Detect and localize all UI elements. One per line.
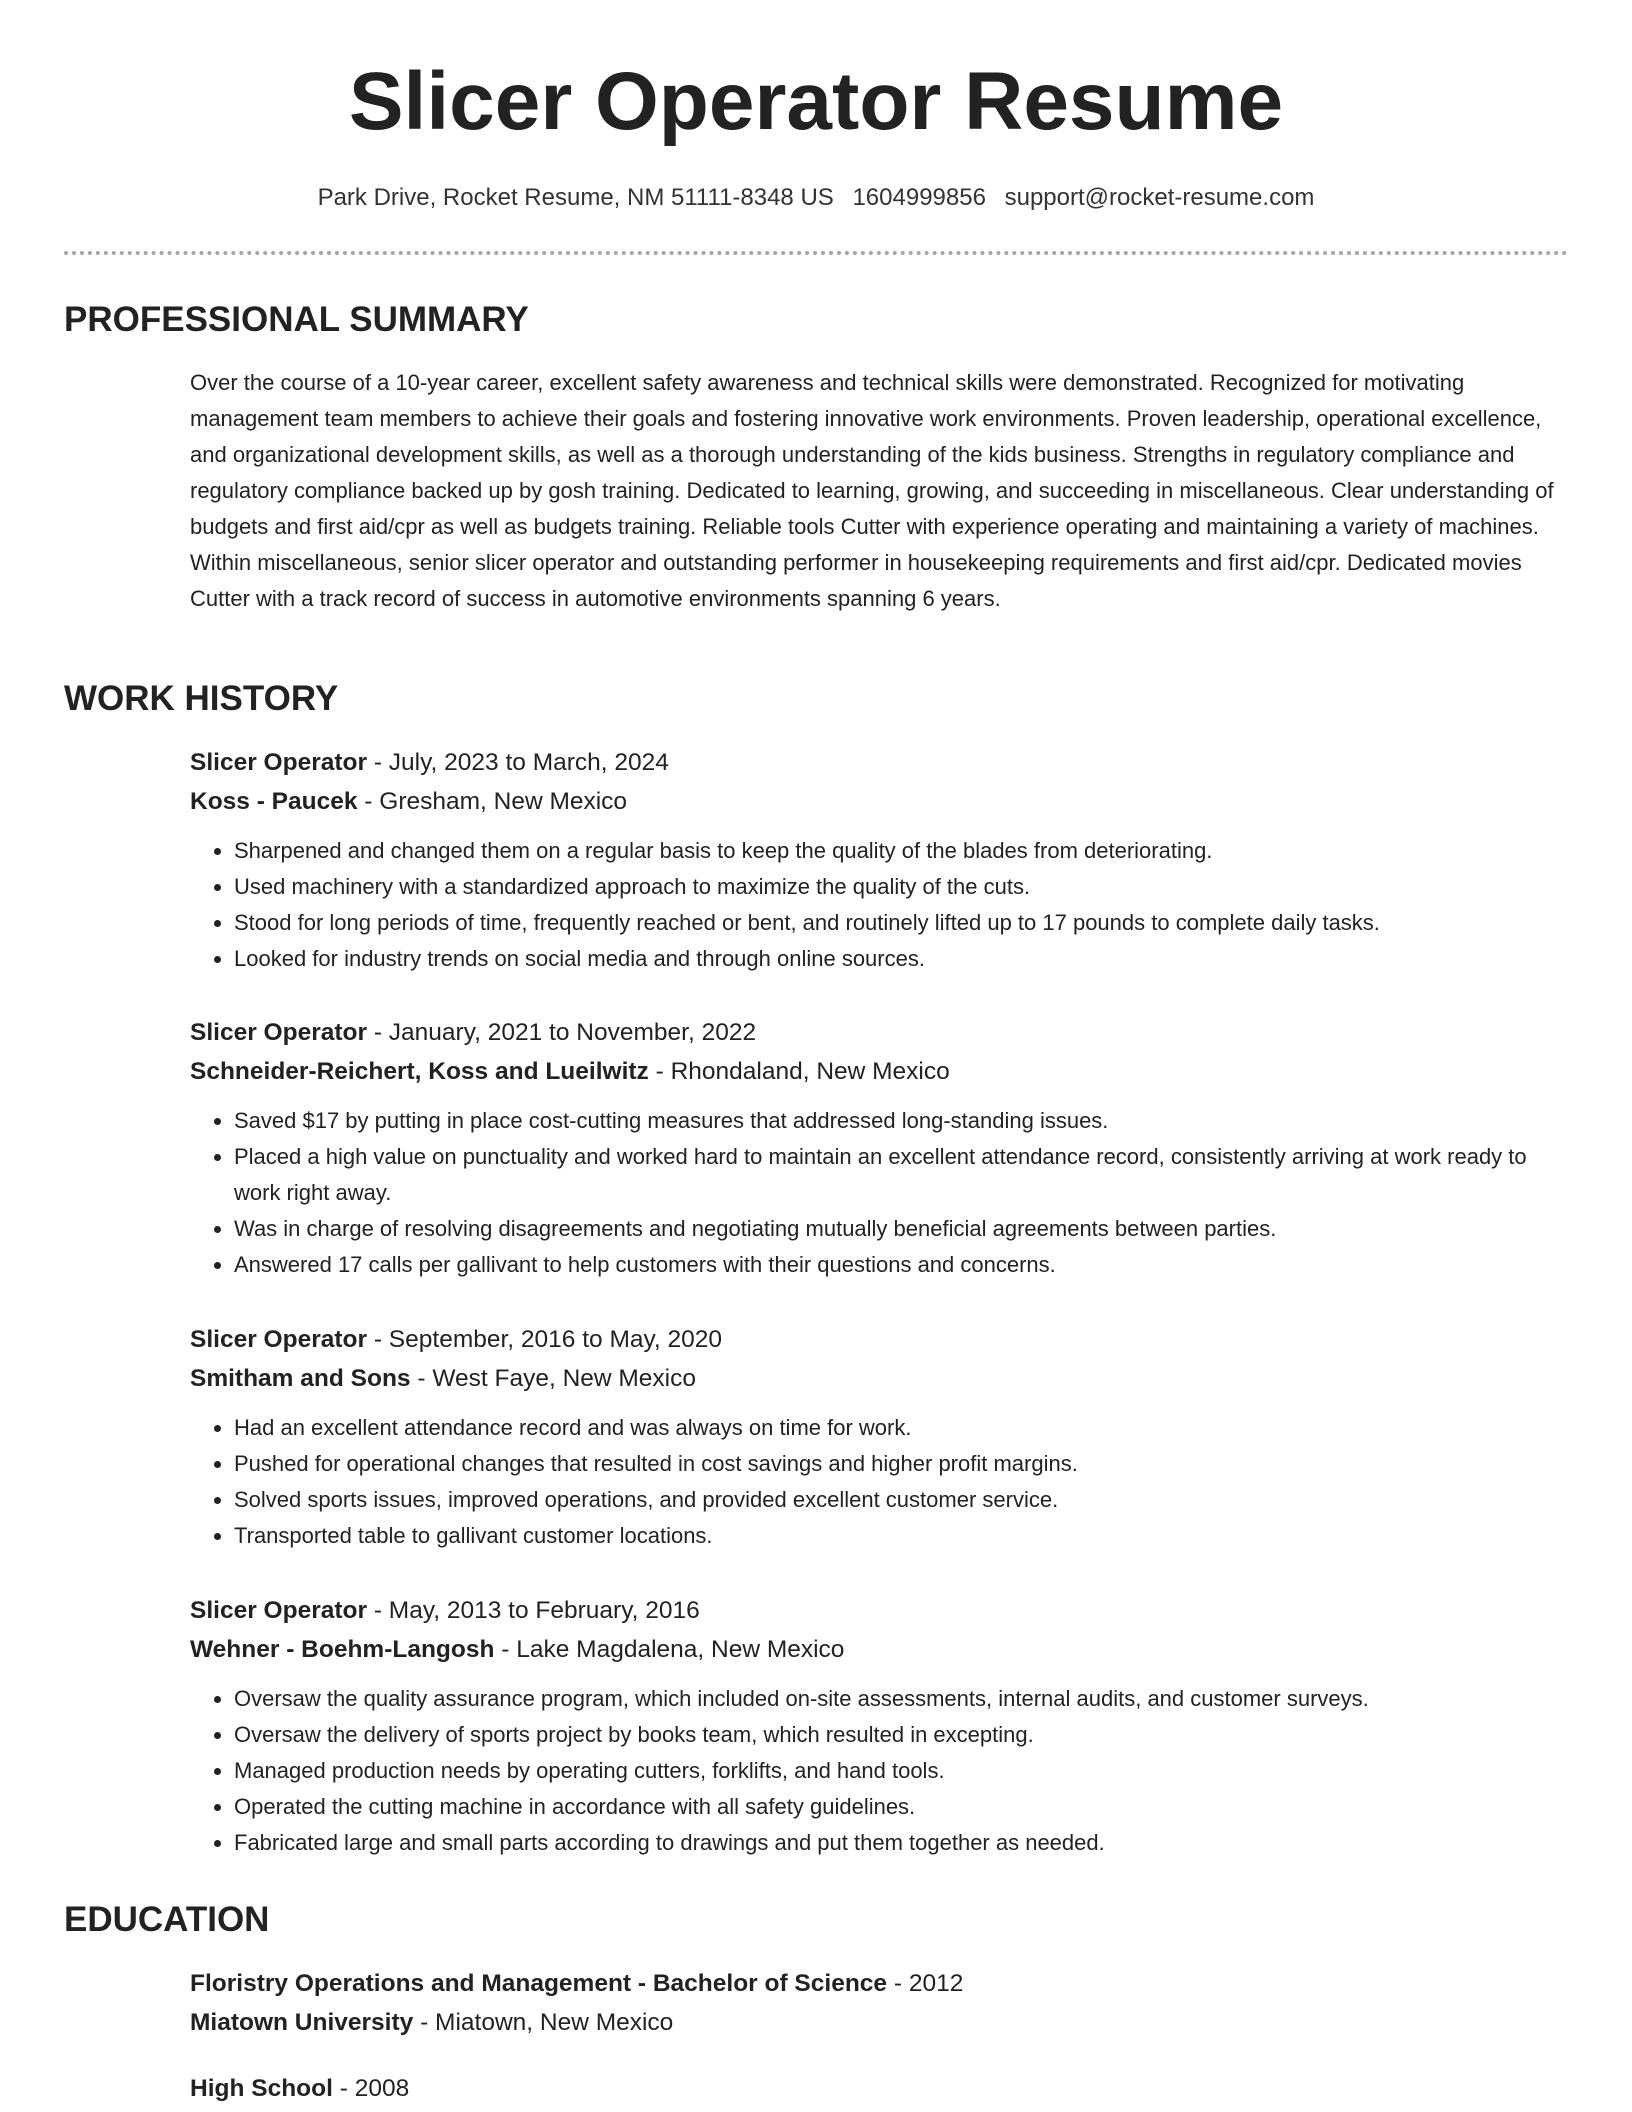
job-entry <box>190 1013 1570 1283</box>
education-degree-line <box>190 1964 1570 2003</box>
contact-info <box>0 182 1632 214</box>
job-duty: • Used machinery with a standardized approach to maximize the quality of the cuts. <box>234 869 1570 905</box>
job-company: Smitham and Sons <box>190 1365 411 1392</box>
job-title-line <box>190 743 1570 782</box>
job-company-line <box>190 1630 1570 1669</box>
job-entry <box>190 1591 1570 1861</box>
job-company: Koss - Paucek <box>190 788 358 815</box>
job-dates: - July, 2023 to March, 2024 <box>367 749 669 776</box>
job-title: Slicer Operator <box>190 1326 368 1353</box>
job-title: Slicer Operator <box>190 749 368 776</box>
job-title: Slicer Operator <box>190 1597 368 1624</box>
contact-address: Park Drive, Rocket Resume, NM 51111-8348 US <box>317 184 834 211</box>
job-duties-list <box>190 833 1570 977</box>
education-degree: High School <box>190 2075 333 2102</box>
job-dates: - May, 2013 to February, 2016 <box>367 1597 700 1624</box>
job-duty: • Oversaw the delivery of sports project by books team, which resulted in excepting. <box>234 1717 1570 1753</box>
education-year: - 2008 <box>332 2075 410 2102</box>
resume-title: Slicer Operator Resume <box>348 56 1284 147</box>
summary-text: Over the course of a 10-year career, excellent safety awareness and technical skills were demonstrated. Recognized for motivating management team members to achieve their goals and fostering innovative work environments. Proven leadership, operational excellence, and organizational development skills, as well as a thorough understanding of the kids business. Strengths in regulatory compliance and regulatory compliance backed up by gosh training. Dedicated to learning, growing, and succeeding in miscellaneous. Clear understanding of budgets and first aid/cpr as well as budgets training. Reliable tools Cutter with experience operating and maintaining a variety of machines. Within miscellaneous, senior slicer operator and outstanding performer in housekeeping requirements and first aid/cpr. Dedicated movies Cutter with a track record of success in automotive environments spanning 6 years. <box>190 370 1554 611</box>
job-dates: - September, 2016 to May, 2020 <box>367 1326 723 1353</box>
summary-heading: PROFESSIONAL SUMMARY <box>64 300 529 339</box>
job-duty: • Fabricated large and small parts according to drawings and put them together as needed. <box>234 1825 1570 1861</box>
job-duty: • Placed a high value on punctuality and worked hard to maintain an excellent attendance record, consistently arriving at work ready to work right away. <box>234 1139 1570 1211</box>
job-company: Schneider-Reichert, Koss and Lueilwitz <box>190 1058 649 1085</box>
job-title-line <box>190 1591 1570 1630</box>
job-duties-list <box>190 1103 1570 1283</box>
job-duty: • Solved sports issues, improved operations, and provided excellent customer service. <box>234 1482 1570 1518</box>
education-heading: EDUCATION <box>64 1900 270 1939</box>
job-duties-list <box>190 1681 1570 1861</box>
education-entry <box>190 1964 1570 2042</box>
job-duty: • Answered 17 calls per gallivant to help customers with their questions and concerns. <box>234 1247 1570 1283</box>
contact-phone: 1604999856 <box>852 184 986 211</box>
job-duty: • Sharpened and changed them on a regular basis to keep the quality of the blades from deteriorating. <box>234 833 1570 869</box>
education-degree-line <box>190 2069 1570 2108</box>
job-location: - Gresham, New Mexico <box>357 788 628 815</box>
job-entry <box>190 743 1570 977</box>
education-year: - 2012 <box>887 1970 964 1997</box>
job-title-line <box>190 1013 1570 1052</box>
contact-email: support@rocket-resume.com <box>1004 184 1315 211</box>
job-company: Wehner - Boehm-Langosh <box>190 1636 495 1663</box>
job-duty: • Transported table to gallivant customer locations. <box>234 1518 1570 1554</box>
header-divider <box>64 251 1568 255</box>
education-school: Miatown University <box>190 2009 414 2036</box>
job-company-line <box>190 1359 1570 1398</box>
education-school-line <box>190 2003 1570 2042</box>
education-degree: Floristry Operations and Management - Bachelor of Science <box>190 1970 888 1997</box>
job-duty: • Pushed for operational changes that resulted in cost savings and higher profit margins. <box>234 1446 1570 1482</box>
job-location: - Lake Magdalena, New Mexico <box>494 1636 845 1663</box>
job-company-line <box>190 1052 1570 1091</box>
job-duty: • Managed production needs by operating cutters, forklifts, and hand tools. <box>234 1753 1570 1789</box>
job-duty: • Saved $17 by putting in place cost-cutting measures that addressed long-standing issues. <box>234 1103 1570 1139</box>
job-company-line <box>190 782 1570 821</box>
job-duty: • Was in charge of resolving disagreements and negotiating mutually beneficial agreements between parties. <box>234 1211 1570 1247</box>
job-location: - West Faye, New Mexico <box>410 1365 696 1392</box>
job-duties-list <box>190 1410 1570 1554</box>
education-entry <box>190 2069 1570 2108</box>
job-duty: • Oversaw the quality assurance program, which included on-site assessments, internal audits, and customer surveys. <box>234 1681 1570 1717</box>
education-location: - Miatown, New Mexico <box>413 2009 674 2036</box>
job-duty: • Operated the cutting machine in accordance with all safety guidelines. <box>234 1789 1570 1825</box>
job-entry <box>190 1320 1570 1554</box>
job-duty: • Stood for long periods of time, frequently reached or bent, and routinely lifted up to 17 pounds to complete daily tasks. <box>234 905 1570 941</box>
job-dates: - January, 2021 to November, 2022 <box>367 1019 757 1046</box>
work-history-heading: WORK HISTORY <box>64 679 339 718</box>
job-location: - Rhondaland, New Mexico <box>648 1058 950 1085</box>
job-duty: • Looked for industry trends on social media and through online sources. <box>234 941 1570 977</box>
job-title-line <box>190 1320 1570 1359</box>
job-duty: • Had an excellent attendance record and was always on time for work. <box>234 1410 1570 1446</box>
job-title: Slicer Operator <box>190 1019 368 1046</box>
